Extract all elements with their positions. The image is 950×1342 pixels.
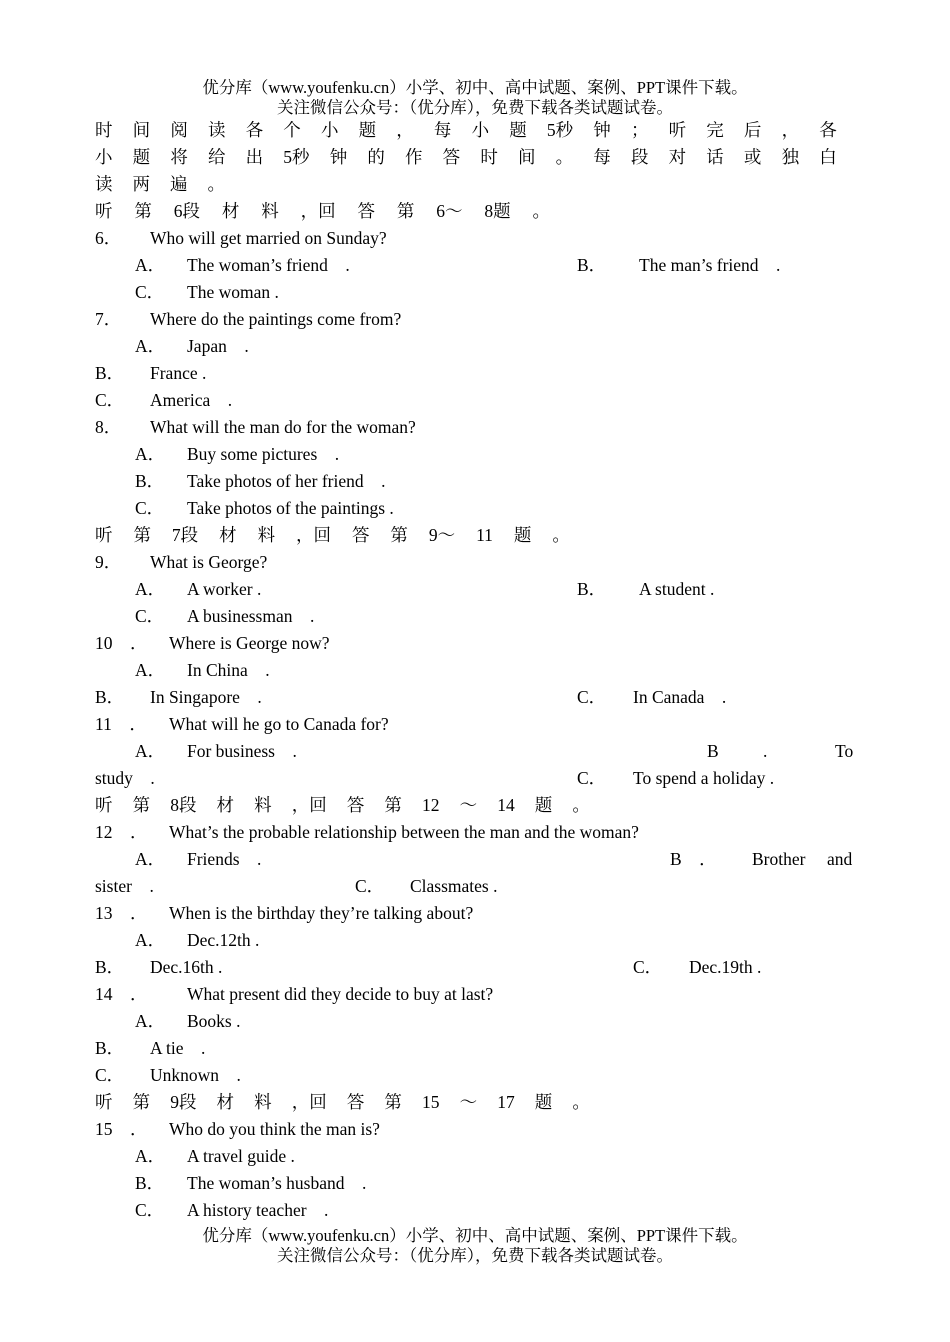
option-label: B ．: [670, 849, 717, 869]
option-label: B．: [95, 363, 125, 383]
text-token: 答: [351, 525, 370, 545]
question-text: What’s the probable relationship between the man and the woman?: [169, 822, 639, 842]
option-text: A tie .: [150, 1038, 206, 1058]
option-label: B．: [95, 687, 125, 707]
text-token: 钟: [593, 120, 611, 140]
option-label: A．: [135, 741, 166, 761]
option-text: Dec.19th .: [689, 957, 762, 977]
text-token: 读: [207, 120, 226, 140]
text-token: 6～: [436, 201, 463, 221]
option-label: C．: [95, 390, 125, 410]
text-token: 答: [442, 147, 461, 167]
text-token: ～: [459, 1092, 478, 1112]
text-token: 答: [357, 201, 375, 221]
text-token: 第: [396, 201, 415, 221]
text-token: 给: [207, 147, 226, 167]
text-token: 时: [480, 147, 498, 167]
option-label: C．: [135, 606, 165, 626]
question-number: 9．: [95, 552, 122, 572]
text-token: ～: [459, 795, 478, 815]
question-text: What is George?: [150, 552, 268, 572]
intro-line-2: [95, 146, 837, 168]
option-text: The woman’s friend .: [187, 255, 350, 275]
header-line-2: 关注微信公众号：（优分库），免费下载各类试题试卷。: [277, 98, 673, 117]
option-text: Take photos of her friend .: [187, 471, 386, 491]
text-token: ，回: [300, 201, 336, 221]
text-token: 听: [95, 1092, 113, 1112]
text-token: 听: [95, 795, 113, 815]
text-token: 每: [433, 120, 452, 140]
text-token: 个: [283, 120, 301, 140]
option-label: C．: [355, 876, 385, 896]
text-token: 题: [534, 795, 553, 815]
text-token: 每: [593, 147, 611, 167]
question-number: 12 ．: [95, 822, 148, 842]
text-token: 出: [245, 147, 264, 167]
option-label: A．: [135, 660, 166, 680]
text-token: 读: [95, 174, 113, 194]
text-token: 各: [245, 120, 264, 140]
text-token: 或: [743, 147, 762, 167]
option-label: B．: [95, 957, 125, 977]
option-text: America .: [150, 390, 233, 410]
option-text: and: [827, 849, 853, 869]
option-text: .: [763, 741, 768, 761]
text-token: 答: [346, 795, 365, 815]
intro-line-3: [95, 173, 225, 195]
question-number: 7．: [95, 309, 122, 329]
text-token: 间: [517, 147, 536, 167]
question-text: Who do you think the man is?: [169, 1119, 380, 1139]
option-text: Friends .: [187, 849, 262, 869]
text-token: 12: [422, 795, 440, 815]
option-label: B．: [577, 255, 607, 275]
text-token: 白: [819, 147, 837, 167]
text-token: 第: [133, 525, 151, 545]
option-text: A worker .: [187, 579, 262, 599]
header-line-1: 优分库（www.youfenku.cn）小学、初中、高中试题、案例、PPT课件下载。: [202, 78, 748, 97]
text-token: 材: [216, 1092, 235, 1112]
option-text: study .: [95, 768, 155, 788]
text-token: 听: [668, 120, 687, 140]
text-token: 对: [668, 147, 687, 167]
text-token: 材: [221, 201, 240, 221]
text-token: 题: [358, 120, 377, 140]
intro-line-1: [95, 119, 837, 141]
text-token: 9段: [170, 1092, 197, 1112]
option-text: A travel guide .: [187, 1146, 295, 1166]
text-token: 后: [743, 120, 762, 140]
text-token: 11: [476, 525, 493, 545]
text-token: ，: [396, 120, 414, 140]
option-label: C．: [577, 687, 607, 707]
question-text: Who will get married on Sunday?: [150, 228, 387, 248]
text-token: 。: [207, 174, 225, 194]
option-text: Dec.12th .: [187, 930, 260, 950]
text-token: 阅: [170, 120, 188, 140]
question-number: 6．: [95, 228, 122, 248]
text-token: 两: [132, 174, 150, 194]
option-label: A．: [135, 1146, 166, 1166]
text-token: 。: [555, 147, 574, 167]
text-token: 5秒: [283, 147, 310, 167]
section-6-heading: [95, 200, 550, 222]
option-text: Take photos of the paintings .: [187, 498, 394, 518]
question-number: 10 ．: [95, 633, 148, 653]
text-token: ，回: [296, 525, 332, 545]
option-text: To: [835, 741, 854, 761]
text-token: 题: [132, 147, 151, 167]
option-text: Dec.16th .: [150, 957, 223, 977]
question-number: 11 ．: [95, 714, 147, 734]
text-token: 料: [257, 525, 276, 545]
option-label: A．: [135, 930, 166, 950]
option-label: A．: [135, 444, 166, 464]
option-label: B: [707, 741, 719, 761]
text-token: 将: [170, 147, 188, 167]
question-number: 15 ．: [95, 1119, 148, 1139]
option-text: In China .: [187, 660, 270, 680]
question-number: 8．: [95, 417, 122, 437]
option-text: Books .: [187, 1011, 241, 1031]
option-text: Unknown .: [150, 1065, 241, 1085]
option-label: A．: [135, 1011, 166, 1031]
option-label: C．: [633, 957, 663, 977]
option-text: Buy some pictures .: [187, 444, 340, 464]
text-token: 题: [509, 120, 527, 140]
text-token: 料: [254, 1092, 272, 1112]
option-text: In Singapore .: [150, 687, 262, 707]
section-9-heading: [95, 1091, 590, 1113]
option-label: C．: [135, 1200, 165, 1220]
text-token: 小: [95, 147, 113, 167]
text-token: 作: [405, 147, 423, 167]
option-text: To spend a holiday .: [633, 768, 775, 788]
question-text: What will he go to Canada for?: [169, 714, 389, 734]
question-text: What present did they decide to buy at last?: [187, 984, 494, 1004]
text-token: 材: [216, 795, 235, 815]
text-token: ，回: [291, 1092, 327, 1112]
option-text: The woman .: [187, 282, 279, 302]
text-token: 。: [552, 525, 570, 545]
option-label: A．: [135, 849, 166, 869]
text-token: 答: [346, 1092, 365, 1112]
text-token: 第: [384, 1092, 402, 1112]
text-token: 遍: [170, 174, 188, 194]
option-text: The woman’s husband .: [187, 1173, 367, 1193]
text-token: 8题: [484, 201, 511, 221]
text-token: 15: [422, 1092, 440, 1112]
text-token: 7段: [171, 525, 199, 545]
text-token: 钟: [329, 147, 348, 167]
footer-line-2: 关注微信公众号：（优分库），免费下载各类试题试卷。: [277, 1246, 673, 1265]
text-token: ，: [781, 120, 800, 140]
text-token: 料: [254, 795, 272, 815]
option-text: A student .: [639, 579, 715, 599]
text-token: 第: [132, 1092, 151, 1112]
text-token: 第: [134, 201, 152, 221]
option-label: A．: [135, 336, 166, 356]
option-text: A history teacher .: [187, 1200, 329, 1220]
question-text: Where do the paintings come from?: [150, 309, 402, 329]
option-label: A．: [135, 255, 166, 275]
text-token: 的: [367, 147, 385, 167]
option-text: France .: [150, 363, 207, 383]
text-token: 段: [630, 147, 649, 167]
question-text: When is the birthday they’re talking about?: [169, 903, 474, 923]
text-token: 独: [781, 147, 800, 167]
option-label: A．: [135, 579, 166, 599]
text-token: 料: [261, 201, 279, 221]
text-token: 17: [497, 1092, 515, 1112]
text-token: 6段: [173, 201, 200, 221]
text-token: 小: [471, 120, 490, 140]
text-token: 8段: [170, 795, 197, 815]
section-8-heading: [95, 794, 590, 816]
text-token: 。: [572, 1092, 590, 1112]
text-token: 话: [706, 147, 724, 167]
text-token: 9～: [428, 525, 456, 545]
text-token: 。: [572, 795, 590, 815]
text-token: 各: [819, 120, 837, 140]
footer-line-1: 优分库（www.youfenku.cn）小学、初中、高中试题、案例、PPT课件下载。: [202, 1226, 748, 1245]
option-label: C．: [577, 768, 607, 788]
option-label: B．: [135, 471, 165, 491]
text-token: 听: [95, 201, 113, 221]
option-text: sister .: [95, 876, 154, 896]
option-label: B．: [95, 1038, 125, 1058]
option-text: Brother: [752, 849, 806, 869]
option-text: A businessman .: [187, 606, 315, 626]
option-label: B．: [135, 1173, 165, 1193]
text-token: 5秒: [546, 120, 574, 140]
option-text: Japan .: [187, 336, 249, 356]
question-text: Where is George now?: [169, 633, 330, 653]
text-token: 第: [132, 795, 151, 815]
text-token: ，回: [291, 795, 327, 815]
text-token: 听: [95, 525, 113, 545]
text-token: 题: [513, 525, 532, 545]
text-token: 14: [497, 795, 515, 815]
question-number: 14 ．: [95, 984, 148, 1004]
text-token: 完: [706, 120, 724, 140]
text-token: 材: [219, 525, 237, 545]
option-text: Classmates .: [410, 876, 498, 896]
option-label: C．: [95, 1065, 125, 1085]
text-token: 第: [384, 795, 402, 815]
option-label: C．: [135, 282, 165, 302]
text-token: ；: [630, 120, 649, 140]
question-text: What will the man do for the woman?: [150, 417, 416, 437]
question-number: 13 ．: [95, 903, 148, 923]
text-token: 题: [534, 1092, 553, 1112]
option-label: C．: [135, 498, 165, 518]
text-token: 第: [390, 525, 408, 545]
text-token: 小: [320, 120, 339, 140]
text-token: 间: [132, 120, 151, 140]
option-text: The man’s friend .: [639, 255, 781, 275]
text-token: 时: [95, 120, 113, 140]
text-token: 。: [532, 201, 550, 221]
option-label: B．: [577, 579, 607, 599]
option-text: For business .: [187, 741, 297, 761]
section-7-heading: [95, 524, 570, 546]
option-text: In Canada .: [633, 687, 727, 707]
